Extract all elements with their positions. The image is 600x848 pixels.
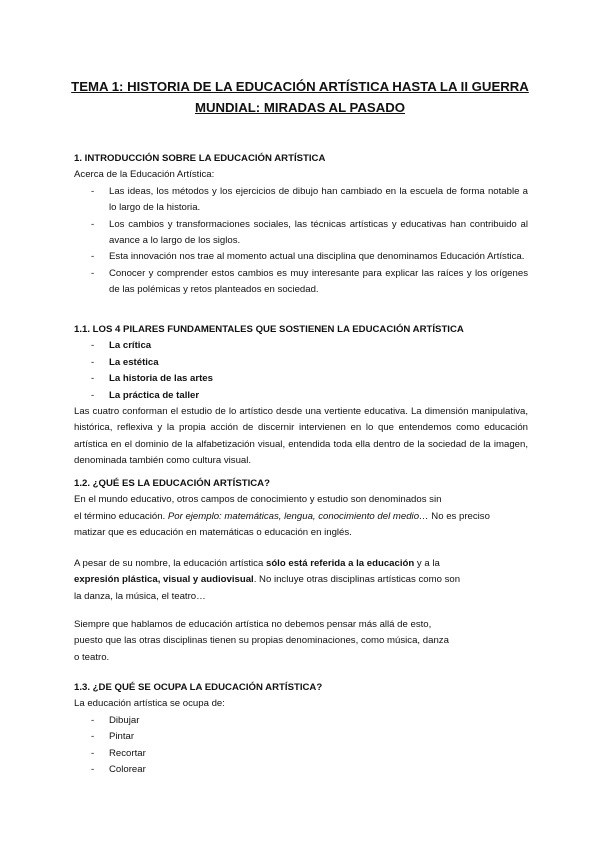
list-item: - Los cambios y transformaciones sociales, las técnicas artísticas y educativas han contribuido al avance a lo largo de los siglos. (74, 217, 528, 250)
intro-list (74, 184, 528, 299)
section-scope (74, 680, 528, 778)
paragraph-1-line: matizar que es educación en matemáticas o educación en inglés. (74, 527, 352, 539)
list-item: - La historia de las artes (74, 371, 528, 387)
scope-list (74, 713, 528, 779)
section-heading: 1.3. ¿DE QUÉ SE OCUPA LA EDUCACIÓN ARTÍSTICA? (74, 682, 323, 693)
list-item: - Esta innovación nos trae al momento actual una disciplina que denominamos Educación Artística. (74, 249, 528, 265)
pillars-list (74, 338, 528, 404)
list-item: - Las ideas, los métodos y los ejercicios de dibujo han cambiado en la escuela de forma notable a lo largo de la historia. (74, 184, 528, 217)
document-title: TEMA 1: HISTORIA DE LA EDUCACIÓN ARTÍSTICA HASTA LA II GUERRA MUNDIAL: MIRADAS AL PASADO (71, 79, 529, 115)
section-heading: 1.1. LOS 4 PILARES FUNDAMENTALES QUE SOSTIENEN LA EDUCACIÓN ARTÍSTICA (74, 324, 464, 335)
list-item: - Dibujar (74, 713, 528, 729)
section-pillars (74, 322, 528, 470)
list-item: - La crítica (74, 338, 528, 354)
pillars-paragraph: Las cuatro conforman el estudio de lo artístico desde una vertiente educativa. La dimensión manipulativa, histórica, reflexiva y la propia acción de discernir intervienen en lo que entendemos como educación artística en el dominio de la alfabetización visual, entendida toda ella dentro de la sociedad de la imagen, denominada también como cultura visual. (74, 406, 528, 467)
paragraph-1-line: el término educación. Por ejemplo: matemáticas, lengua, conocimiento del medio… No es preciso (74, 510, 490, 522)
section-what-is (74, 476, 528, 542)
paragraph-2: A pesar de su nombre, la educación artística sólo está referida a la educación y a la expresión plástica, visual y audiovisual. No incluye otras disciplinas artísticas como son la danza, la música, el teatro… (74, 558, 461, 602)
list-item: - La estética (74, 355, 528, 371)
section-intro: Acerca de la Educación Artística: (74, 169, 215, 181)
section-heading: 1.2. ¿QUÉ ES LA EDUCACIÓN ARTÍSTICA? (74, 478, 270, 489)
list-item: - La práctica de taller (74, 388, 528, 404)
list-item: - Pintar (74, 729, 528, 745)
list-item: - Colorear (74, 762, 528, 778)
list-item: - Conocer y comprender estos cambios es muy interesante para explicar las raíces y los orígenes de las polémicas y retos planteados en sociedad. (74, 266, 528, 299)
section-introduction (74, 151, 528, 299)
list-item: - Recortar (74, 746, 528, 762)
paragraph-1-line: En el mundo educativo, otros campos de conocimiento y estudio son denominados sin (74, 494, 442, 506)
section-intro: La educación artística se ocupa de: (74, 698, 225, 710)
section-heading: 1. INTRODUCCIÓN SOBRE LA EDUCACIÓN ARTÍSTICA (74, 153, 326, 164)
paragraph-3: Siempre que hablamos de educación artística no debemos pensar más allá de esto, puesto que las otras disciplinas tienen su propias denominaciones, como música, danza o teatro. (74, 619, 449, 663)
